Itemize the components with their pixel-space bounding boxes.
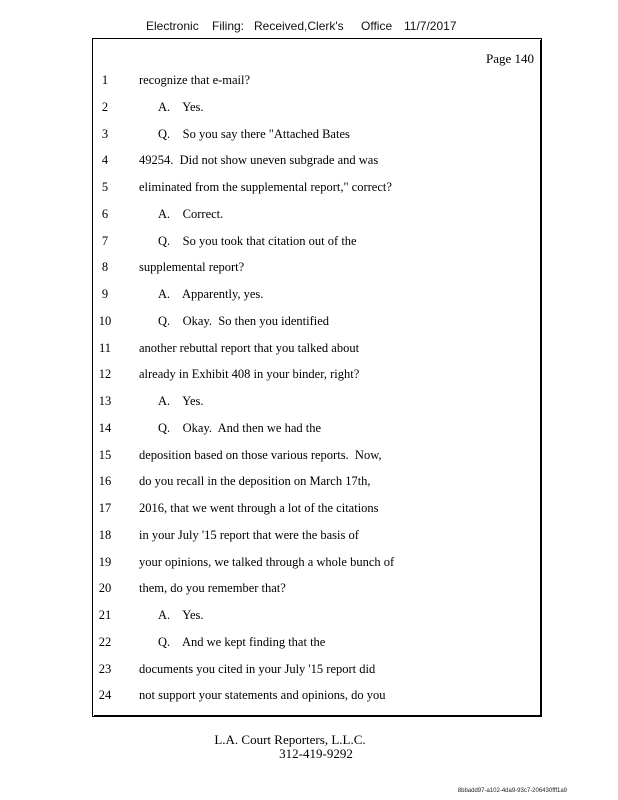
line-number: 18: [98, 527, 112, 542]
transcript-line: [0, 581, 618, 599]
line-text: Q. Okay. So then you identified: [158, 313, 330, 328]
transcript-line: [0, 635, 618, 653]
line-text: Q. Okay. And then we had the: [158, 420, 322, 435]
line-number: 24: [98, 688, 112, 703]
transcript-line: [0, 73, 618, 91]
transcript-line: [0, 153, 618, 171]
line-text: already in Exhibit 408 in your binder, right?: [139, 367, 360, 382]
line-text: do you recall in the deposition on March 17th,: [139, 474, 371, 489]
transcript-line: [0, 180, 618, 198]
transcript-line: [0, 528, 618, 546]
line-text: eliminated from the supplemental report," correct?: [139, 180, 392, 194]
line-number: 1: [101, 73, 109, 87]
line-number: 17: [98, 501, 112, 515]
transcript-line: [0, 501, 618, 519]
line-text: your opinions, we talked through a whole bunch of: [139, 554, 395, 569]
transcript-line: [0, 608, 618, 626]
line-number: 5: [101, 180, 109, 194]
transcript-line: [0, 688, 618, 706]
line-number: 9: [101, 287, 109, 301]
line-text: A. Correct.: [158, 206, 224, 221]
transcript-line: [0, 260, 618, 278]
line-number: 21: [98, 608, 112, 622]
line-text: in your July '15 report that were the basis of: [139, 527, 359, 542]
line-text: A. Yes.: [158, 99, 204, 114]
line-text: them, do you remember that?: [139, 581, 286, 596]
transcript-line: [0, 367, 618, 385]
court-reporter-name: L.A. Court Reporters, L.L.C.: [214, 732, 366, 747]
line-number: 14: [98, 420, 112, 435]
line-text: deposition based on those various reports. Now,: [139, 447, 382, 462]
line-number: 6: [101, 206, 109, 221]
court-reporter-phone: 312-419-9292: [279, 746, 353, 761]
transcript-line: [0, 448, 618, 466]
line-number: 2: [101, 99, 109, 114]
line-text: A. Apparently, yes.: [158, 287, 264, 301]
line-text: recognize that e-mail?: [139, 73, 251, 87]
line-text: A. Yes.: [158, 394, 204, 408]
line-number: 4: [101, 153, 109, 168]
line-number: 10: [98, 313, 112, 328]
line-text: another rebuttal report that you talked about: [139, 340, 360, 355]
line-number: 8: [101, 260, 109, 275]
page-number: Page 140: [485, 51, 534, 66]
line-text: Q. And we kept finding that the: [158, 634, 326, 649]
transcript-line: [0, 207, 618, 225]
transcript-line: [0, 394, 618, 412]
header-office: Office: [361, 19, 393, 33]
line-number: 19: [98, 554, 112, 569]
line-text: Q. So you say there "Attached Bates: [158, 126, 350, 141]
transcript-line: [0, 127, 618, 145]
header-date: 11/7/2017: [404, 19, 457, 33]
frame-shadow-bottom: [94, 715, 542, 717]
transcript-line: [0, 314, 618, 332]
line-text: Q. So you took that citation out of the: [158, 233, 357, 248]
transcript-line: [0, 555, 618, 573]
transcript-line: [0, 100, 618, 118]
transcript-line: [0, 341, 618, 359]
header-received: Received,Clerk's: [254, 19, 344, 33]
line-number: 23: [98, 661, 112, 676]
header-filing: Filing:: [212, 19, 245, 33]
line-number: 3: [101, 126, 109, 141]
filing-header: [0, 19, 618, 37]
line-number: 22: [98, 634, 112, 649]
line-text: supplemental report?: [139, 260, 245, 275]
line-text: 49254. Did not show uneven subgrade and was: [139, 153, 379, 168]
header-electronic: Electronic: [146, 19, 199, 33]
transcript-line: [0, 474, 618, 492]
line-number: 15: [98, 447, 112, 462]
line-number: 13: [98, 394, 112, 408]
transcript-line: [0, 234, 618, 252]
line-text: A. Yes.: [158, 608, 204, 622]
transcript-line: [0, 662, 618, 680]
transcript-line: [0, 421, 618, 439]
line-number: 11: [98, 340, 112, 355]
line-text: documents you cited in your July '15 report did: [139, 661, 376, 676]
document-id: 8bbadd97-a102-4da9-93c7-206430fff1a9: [457, 788, 567, 794]
line-number: 7: [101, 233, 109, 248]
transcript-line: [0, 287, 618, 305]
line-text: not support your statements and opinions, do you: [139, 688, 386, 703]
line-number: 20: [98, 581, 112, 596]
line-number: 12: [98, 367, 112, 382]
line-number: 16: [98, 474, 112, 489]
line-text: 2016, that we went through a lot of the citations: [139, 501, 379, 515]
